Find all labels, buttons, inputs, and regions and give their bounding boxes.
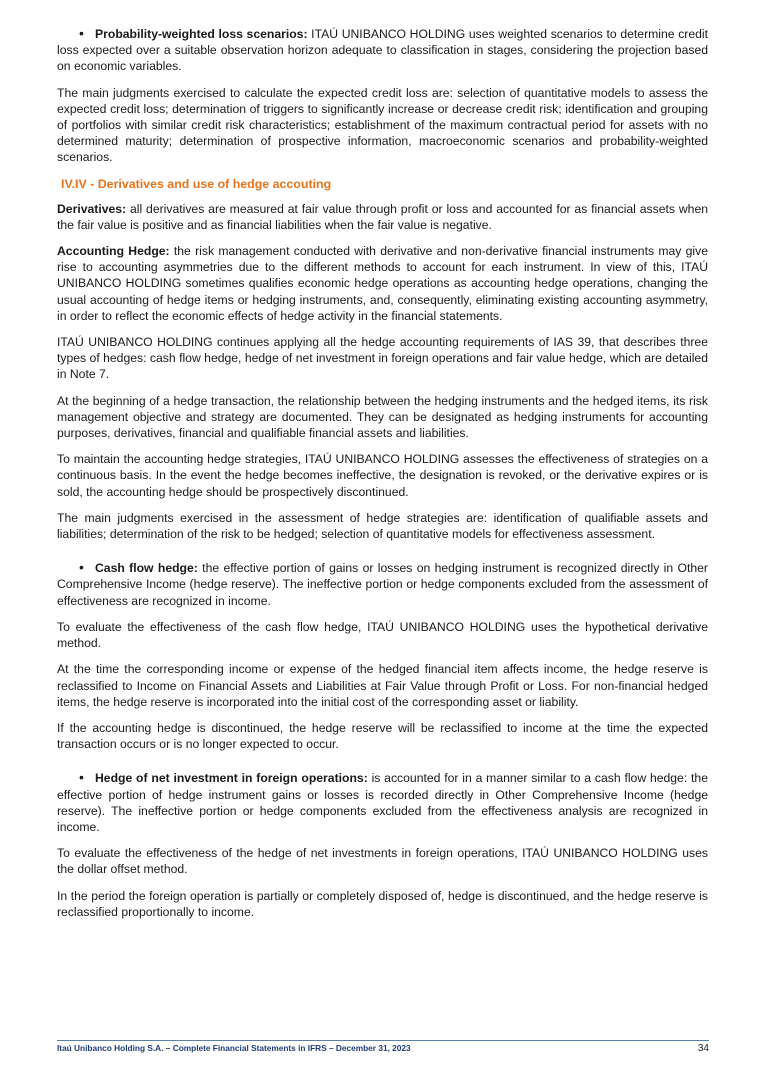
bullet-text: ITAÚ UNIBANCO HOLDING uses weighted scenarios to determine credit loss expected over a suitable observation horizon adequate to classification in stages, considering the projection based on economic variables. [57, 27, 708, 74]
bullet-cash-flow-hedge [57, 560, 708, 609]
bullet-title: Hedge of net investment in foreign operations: [95, 771, 368, 786]
page-number: 34 [697, 1043, 709, 1054]
paragraph-hedge-judgments: The main judgments exercised in the assessment of hedge strategies are: identification of qualifiable assets and liabilities; determination of the risk to be hedged; selection of quantitative models for effectiveness assessment. [57, 510, 708, 542]
bullet-net-investment [57, 770, 708, 835]
page-footer [57, 1040, 709, 1054]
paragraph-cf-time: At the time the corresponding income or expense of the hedged financial item affects income, the hedge reserve is reclassified to Income on Financial Assets and Liabilities at Fair Value through Profit or Loss. For non-financial hedged items, the hedge reserve is incorporated into the initial cost of the corresponding asset or liability. [57, 662, 708, 709]
bullet-title: Probability-weighted loss scenarios: [95, 27, 308, 41]
bullet-text: the effective portion of gains or losses on hedging instrument is recognized directly in Other Comprehensive Income (hedge reserve). The ineffective portion or hedge components excluded from the assessment of effectiveness are recognized in income. [57, 561, 708, 608]
paragraph-accounting-hedge [57, 243, 708, 324]
section-heading: IV.IV - Derivatives and use of hedge accouting [61, 176, 332, 191]
document-body [57, 26, 708, 930]
bullet-icon: • [79, 25, 84, 41]
accounting-hedge-label: Accounting Hedge: [57, 244, 170, 259]
footer-title: Itaú Unibanco Holding S.A. – Complete Financial Statements in IFRS – December 31, 2023 [57, 1043, 411, 1053]
bullet-title: Cash flow hedge: [95, 561, 198, 576]
accounting-hedge-text: the risk management conducted with derivative and non-derivative financial instruments may give rise to accounting asymmetries due to the different methods to account for each instrument. In view of this, ITAÚ UNIBANCO HOLDING sometimes qualifies economic hedge operations as accounting hedge operations, changing the usual accounting of hedge items or hedging instruments, and, consequently, eliminating existing accounting asymmetry, in order to reflect the economic effects of hedge activity in the financial statements. [57, 244, 708, 323]
bullet-icon: • [79, 769, 84, 786]
paragraph-judgments: The main judgments exercised to calculate the expected credit loss are: selection of quantitative models to assess the expected credit loss; determination of triggers to significantly increase or decrease credit risk; identification and grouping of portfolios with similar credit risk characteristics; establishment of the maximum contractual period for assets with no determined maturity; determination of prospective information, macroeconomic scenarios and probability-weighted scenarios. [57, 85, 708, 165]
paragraph-cf-evaluate: To evaluate the effectiveness of the cash flow hedge, ITAÚ UNIBANCO HOLDING uses the hypothetical derivative method. [57, 619, 708, 651]
paragraph-beginning: At the beginning of a hedge transaction, the relationship between the hedging instruments and the hedged items, its risk management objective and strategy are documented. They can be designated as hedging instruments for accounting purposes, derivatives, financial and qualifiable financial assets and liabilities. [57, 393, 708, 441]
paragraph-ias39: ITAÚ UNIBANCO HOLDING continues applying all the hedge accounting requirements of IAS 39, that describes three types of hedges: cash flow hedge, hedge of net investment in foreign operations and fair value hedge, which are detailed in Note 7. [57, 335, 708, 382]
bullet-text: is accounted for in a manner similar to a cash flow hedge: the effective portion of hedge instrument gains or losses is recorded directly in Other Comprehensive Income (hedge reserve). The ineffective portion or hedge components excluded from the effectiveness analysis are recognized in income. [57, 771, 708, 834]
derivatives-text: all derivatives are measured at fair value through profit or loss and accounted for as financial assets when the fair value is positive and as financial liabilities when the fair value is negative. [57, 201, 708, 232]
paragraph-ni-evaluate: To evaluate the effectiveness of the hedge of net investments in foreign operations, ITAÚ UNIBANCO HOLDING uses the dollar offset method. [57, 846, 708, 877]
bullet-icon: • [79, 559, 84, 576]
paragraph-ni-period: In the period the foreign operation is partially or completely disposed of, hedge is discontinued, and the hedge reserve is reclassified proportionally to income. [57, 888, 708, 919]
paragraph-maintain: To maintain the accounting hedge strategies, ITAÚ UNIBANCO HOLDING assesses the effectiveness of strategies on a continuous basis. In the event the hedge becomes ineffective, the designation is revoked, or the derivative expires or is sold, the accounting hedge should be prospectively discontinued. [57, 452, 708, 499]
paragraph-derivatives [57, 201, 708, 233]
derivatives-label: Derivatives: [57, 201, 127, 216]
paragraph-cf-discontinued: If the accounting hedge is discontinued, the hedge reserve will be reclassified to income at the time the expected transaction occurs or is no longer expected to occur. [57, 720, 708, 752]
bullet-probability-weighted [57, 26, 708, 75]
